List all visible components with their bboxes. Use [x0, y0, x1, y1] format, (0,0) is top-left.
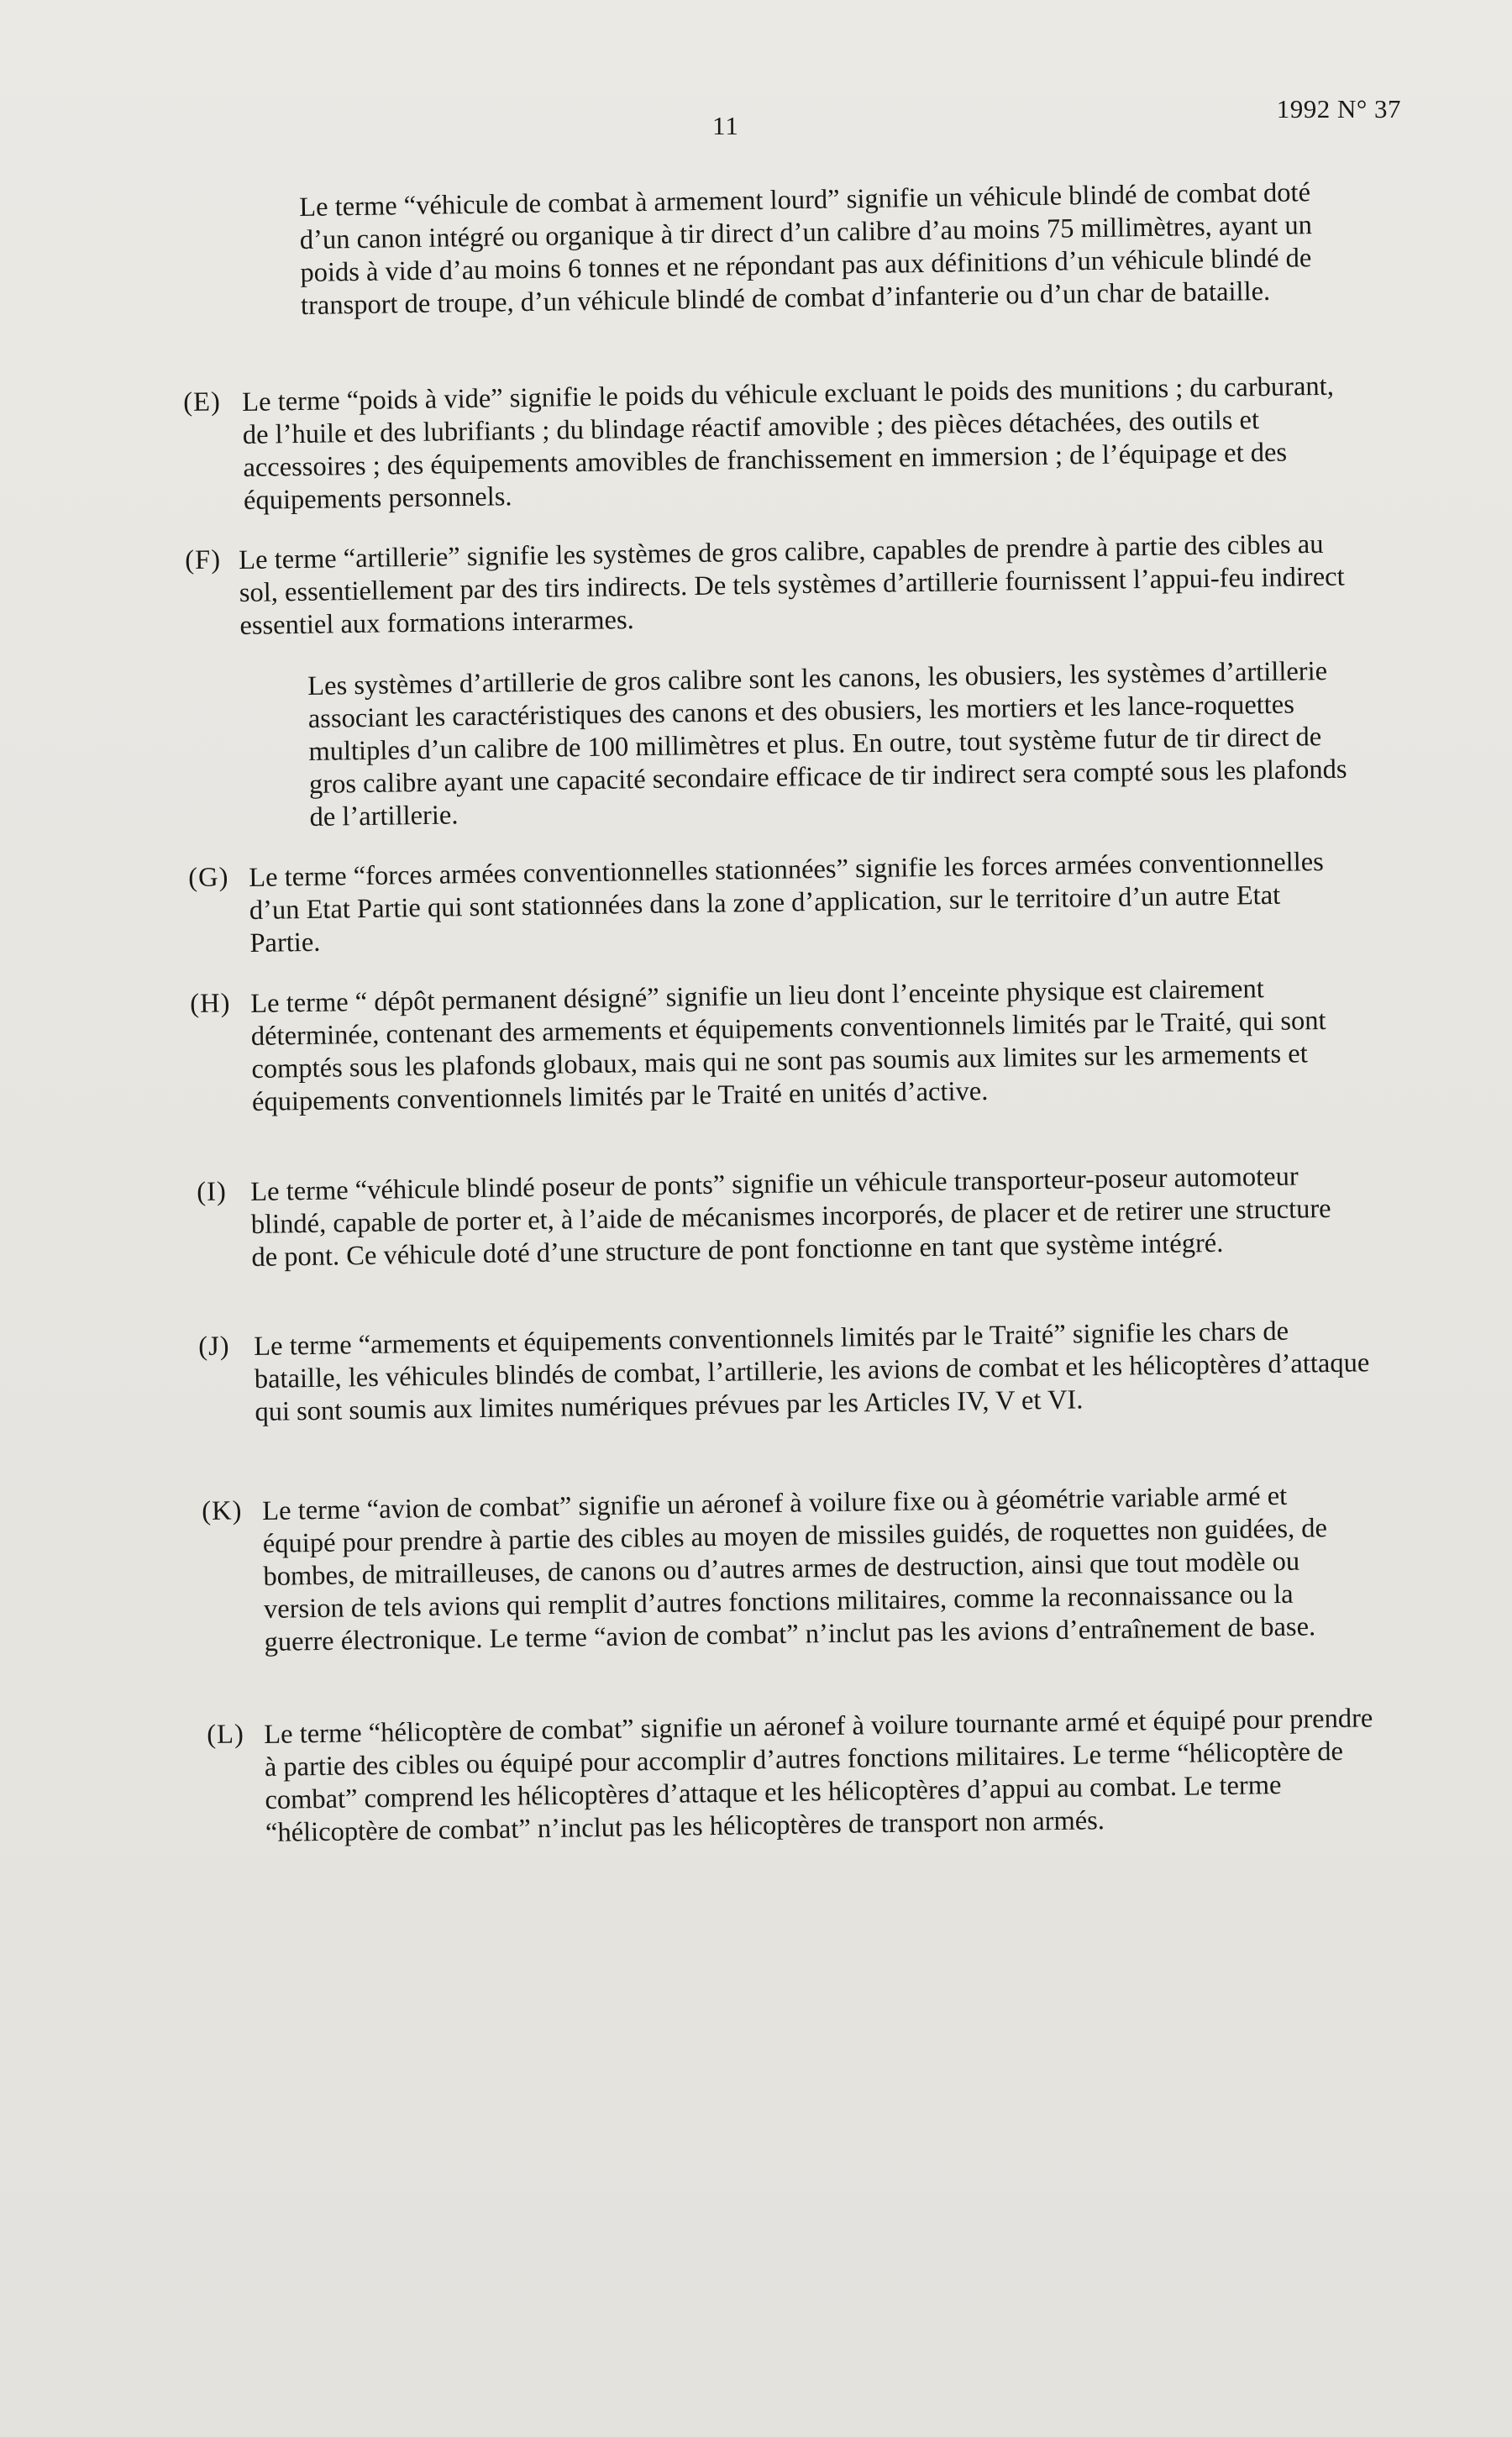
paragraph-text: Le terme “forces armées conventionnelles stationnées” signifie les forces armées conventionnelles d’un Etat Partie qui sont stationnées dans la zone d’application, sur le territoire d’un autre Etat Partie.	[249, 847, 1325, 959]
paragraph-label: (J)	[198, 1331, 230, 1362]
paragraph-label: (I)	[197, 1176, 228, 1207]
paragraph-text: Le terme “véhicule blindé poseur de ponts” signifie un véhicule transporteur-poseur automoteur blindé, capable de porter et, à l’aide de mécanismes incorporés, de placer et de retirer une structure de pont. Ce véhicule doté d’une structure de pont fonctionne en tant que système intégré.	[250, 1161, 1331, 1273]
paragraph-text: Le terme “ dépôt permanent désigné” signifie un lieu dont l’enceinte physique est clairement déterminée, contenant des armements et équipements conventionnels limités par le Traité, qui sont comptés sous les plafonds globaux, mais qui ne sont pas soumis aux limites sur les armements et équipements conventionnels limités par le Traité en unités d’active.	[250, 974, 1326, 1117]
document-reference: 1992 N° 37	[1276, 94, 1401, 123]
paragraph-artillery-systems	[307, 655, 1355, 834]
paragraph-treaty-limited-equipment	[254, 1314, 1374, 1429]
paragraph-text: Le terme “armements et équipements conventionnels limités par le Traité” signifie les chars de bataille, les véhicules blindés de combat, l’artillerie, les avions de combat et les hélicoptères d’attaque qui sont soumis aux limites numériques prévues par les Articles IV, V et VI.	[254, 1316, 1370, 1427]
paragraph-label: (F)	[185, 544, 222, 575]
paragraph-heavy-armament-vehicle	[299, 176, 1342, 323]
paragraph-label: (E)	[183, 386, 222, 418]
paragraph-unladen-weight	[242, 370, 1336, 517]
paragraph-label: (L)	[207, 1719, 245, 1750]
paragraph-combat-aircraft	[262, 1479, 1368, 1659]
paragraph-text: Le terme “hélicoptère de combat” signifie un aéronef à voilure tournante armé et équipé pour prendre à partie des cibles ou équipé pour accomplir d’autres fonctions militaires. Le terme “hélicoptère de combat” comprend les hélicoptères d’attaque et les hélicoptères d’appui au combat. Le terme “hélicoptère de combat” n’inclut pas les hélicoptères de transport non armés.	[264, 1703, 1373, 1848]
paragraph-designated-storage-site	[250, 972, 1344, 1119]
paragraph-label: (G)	[188, 862, 229, 893]
paragraph-text: Les systèmes d’artillerie de gros calibre sont les canons, les obusiers, les systèmes d’artillerie associant les caractéristiques des canons et des obusiers, les mortiers et les lance-roquettes multiples d’un calibre de 100 millimètres et plus. En outre, tout système futur de tir direct de gros calibre ayant une capacité secondaire efficace de tir indirect sera compté sous les plafonds de l’artillerie.	[307, 655, 1347, 832]
paragraph-label: (H)	[190, 988, 231, 1019]
page-number: 11	[712, 111, 739, 140]
paragraph-text: Le terme “avion de combat” signifie un aéronef à voilure fixe ou à géométrie variable armé et équipé pour prendre à partie des cibles au moyen de missiles guidés, de roquettes non guidées, de bombes, de mitrailleuses, de canons ou d’autres armes de destruction, ainsi que tout modèle ou version de tels avions qui remplit d’autres fonctions militaires, comme la reconnaissance ou la guerre électronique. Le terme “avion de combat” n’inclut pas les avions d’entraînement de base.	[262, 1480, 1328, 1657]
paragraph-bridge-layer	[250, 1160, 1347, 1274]
paragraph-stationed-forces	[249, 846, 1336, 960]
paragraph-combat-helicopter	[264, 1702, 1378, 1850]
paragraph-label: (K)	[202, 1495, 243, 1526]
paragraph-text: Le terme “véhicule de combat à armement lourd” signifie un véhicule blindé de combat doté d’un canon intégré ou organique à tir direct d’un calibre d’au moins 75 millimètres, ayant un poids à vide d’au moins 6 tonnes et ne répondant pas aux définitions d’un véhicule blindé de transport de troupe, d’un véhicule blindé de combat d’infanterie ou d’un char de bataille.	[299, 177, 1313, 321]
paragraph-text: Le terme “artillerie” signifie les systèmes de gros calibre, capables de prendre à partie des cibles au sol, essentiellement par des tirs indirects. De tels systèmes d’artillerie fournissent l’appui-feu indirect essentiel aux formations interarmes.	[239, 528, 1345, 641]
paragraph-text: Le terme “poids à vide” signifie le poids du véhicule excluant le poids des munitions ; du carburant, de l’huile et des lubrifiants ; du blindage réactif amovible ; des pièces détachées, des outils et accessoires ; des équipements amovibles de franchissement en immersion ; de l’équipage et des équipements personnels.	[242, 370, 1335, 516]
paragraph-artillery	[239, 528, 1346, 643]
